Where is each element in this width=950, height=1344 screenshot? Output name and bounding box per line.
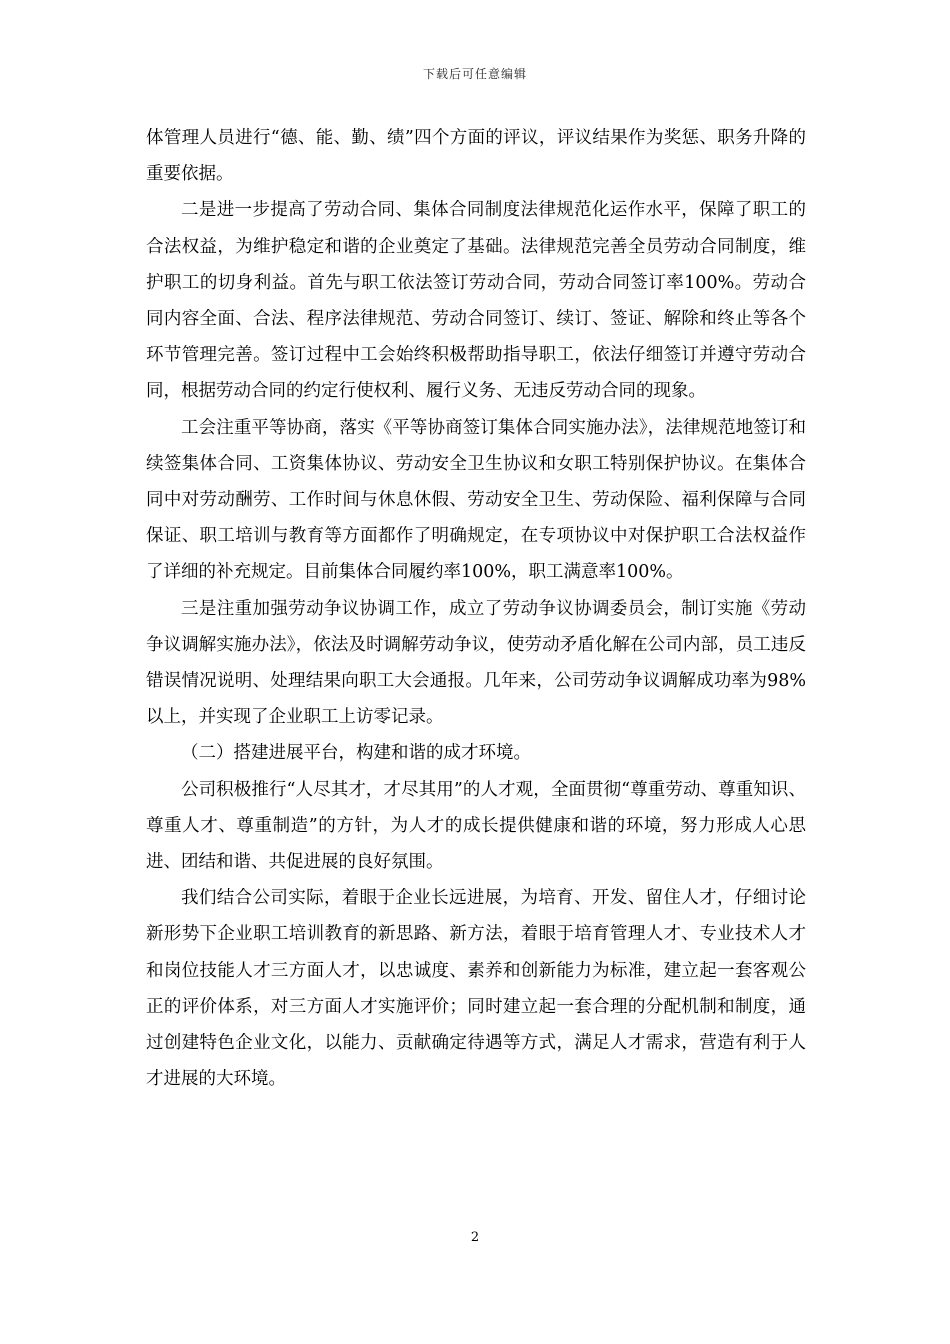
page-number: 2 bbox=[470, 1230, 480, 1245]
page-header: 下载后可任意编辑 bbox=[422, 67, 527, 81]
paragraph-1: 体管理人员进行“德、能、勤、绩”四个方面的评议，评议结果作为奖惩、职务升降的重要依据。 bbox=[146, 128, 806, 185]
paragraph-3: 工会注重平等协商，落实《平等协商签订集体合同实施办法》，法律规范地签订和续签集体合同、工资集体协议、劳动安全卫生协议和女职工特别保护协议。在集体合同中对劳动酬劳、工作时间与休息休假、劳动安全卫生、劳动保险、福利保障与合同保证、职工培训与教育等方面都作了明确规定，在专项协议中对保护职工合法权益作了详细的补充规定。目前集体合同履约率100%，职工满意率100%。 bbox=[146, 417, 806, 583]
paragraph-2: 二是进一步提高了劳动合同、集体合同制度法律规范化运作水平，保障了职工的合法权益，为维护稳定和谐的企业奠定了基础。法律规范完善全员劳动合同制度，维护职工的切身利益。首先与职工依法签订劳动合同，劳动合同签订率100%。劳动合同内容全面、合法、程序法律规范、劳动合同签订、续订、签证、解除和终止等各个环节管理完善。签订过程中工会始终积极帮助指导职工，依法仔细签订并遵守劳动合同，根据劳动合同的约定行使权利、履行义务、无违反劳动合同的现象。 bbox=[146, 200, 806, 402]
paragraph-4: 三是注重加强劳动争议协调工作，成立了劳动争议协调委员会，制订实施《劳动争议调解实施办法》，依法及时调解劳动争议，使劳动矛盾化解在公司内部，员工违反错误情况说明、处理结果向职工大会通报。几年来，公司劳动争议调解成功率为98%以上，并实现了企业职工上访零记录。 bbox=[146, 598, 806, 728]
paragraph-6: 公司积极推行“人尽其才，才尽其用”的人才观，全面贯彻“尊重劳动、尊重知识、尊重人才、尊重制造”的方针，为人才的成长提供健康和谐的环境，努力形成人心思进、团结和谐、共促进展的良好氛围。 bbox=[146, 779, 806, 873]
document-body bbox=[146, 120, 806, 1097]
paragraph-7: 我们结合公司实际，着眼于企业长远进展，为培育、开发、留住人才，仔细讨论新形势下企业职工培训教育的新思路、新方法，着眼于培育管理人才、专业技术人才和岗位技能人才三方面人才，以忠诚度、素养和创新能力为标准，建立起一套客观公正的评价体系，对三方面人才实施评价；同时建立起一套合理的分配机制和制度，通过创建特色企业文化，以能力、贡献确定待遇等方式，满足人才需求，营造有利于人才进展的大环境。 bbox=[146, 888, 806, 1090]
section-heading: （二）搭建进展平台，构建和谐的成才环境。 bbox=[181, 743, 531, 764]
